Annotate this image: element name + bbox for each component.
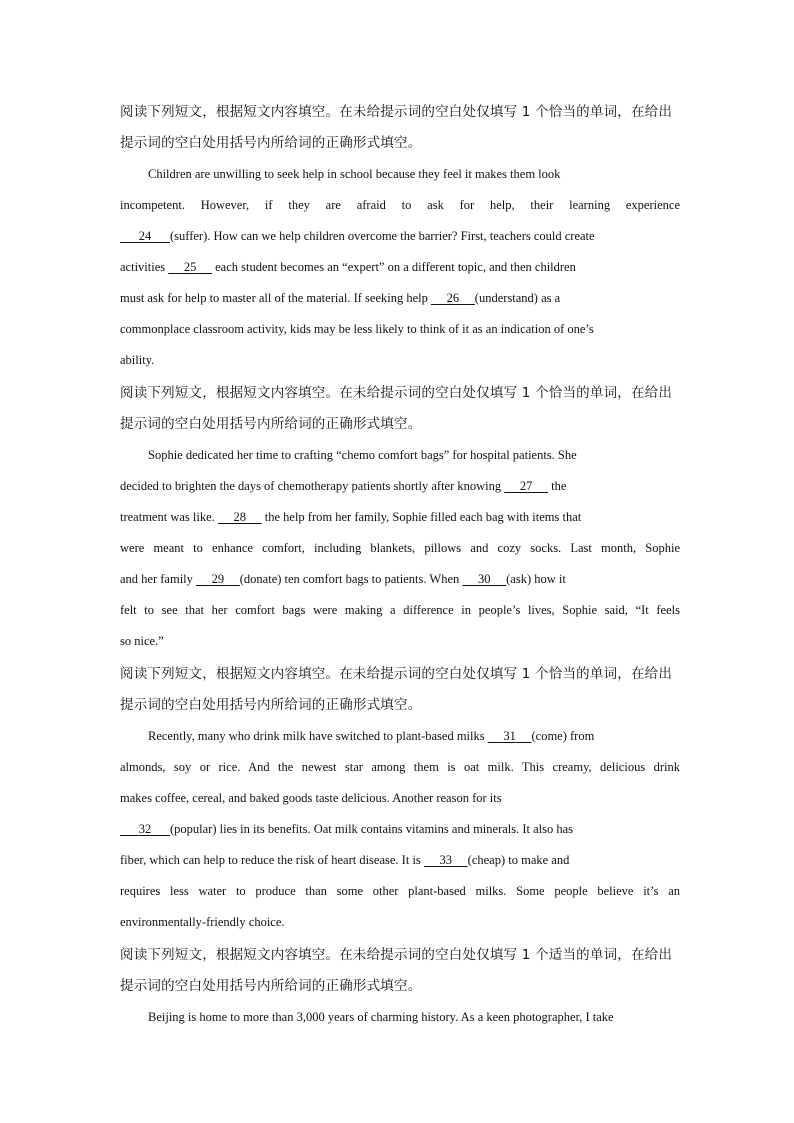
answer-blank[interactable]: 29 [211, 572, 225, 586]
passage-line: environmentally-friendly choice. [120, 915, 285, 929]
instruction-line: 提示词的空白处用括号内所给词的正确形式填空。 [120, 978, 422, 994]
passage-line: felt to see that her comfort bags were making a difference in people’s lives, Sophie said, “It feels [120, 603, 680, 617]
passage-line: treatment was like. 28 the help from her family, Sophie filled each bag with items that [120, 510, 582, 524]
passage-line: Sophie dedicated her time to crafting “chemo comfort bags” for hospital patients. She [148, 448, 577, 462]
answer-blank[interactable]: 28 [233, 510, 247, 524]
answer-blank[interactable]: 33 [439, 853, 453, 867]
answer-blank[interactable]: 31 [503, 729, 516, 743]
passage-line: commonplace classroom activity, kids may be less likely to think of it as an indication of one’s [120, 322, 594, 336]
passage-line: decided to brighten the days of chemotherapy patients shortly after knowing 27 the [120, 479, 567, 493]
instruction-line: 提示词的空白处用括号内所给词的正确形式填空。 [120, 416, 422, 432]
passage-line: Recently, many who drink milk have switched to plant-based milks 31 (come) from [148, 729, 595, 743]
instruction-line: 提示词的空白处用括号内所给词的正确形式填空。 [120, 697, 422, 713]
answer-blank[interactable]: 26 [446, 291, 460, 305]
passage-line: so nice.” [120, 634, 164, 648]
answer-blank[interactable]: 25 [183, 260, 197, 274]
instruction-line: 阅读下列短文，根据短文内容填空。在未给提示词的空白处仅填写 1 个恰当的单词，在给出 [120, 666, 673, 682]
instruction-line: 阅读下列短文，根据短文内容填空。在未给提示词的空白处仅填写 1 个恰当的单词，在给出 [120, 385, 673, 401]
answer-blank[interactable]: 32 [138, 822, 152, 836]
passage-line: requires less water to produce than some other plant-based milks. Some people believe it’s an [120, 884, 680, 898]
answer-blank[interactable]: 27 [519, 479, 533, 493]
passage-line: makes coffee, cereal, and baked goods taste delicious. Another reason for its [120, 791, 502, 805]
instruction-line: 阅读下列短文，根据短文内容填空。在未给提示词的空白处仅填写 1 个适当的单词，在给出 [120, 947, 673, 963]
passage-line: were meant to enhance comfort, including blankets, pillows and cozy socks. Last month, Sophie [120, 541, 680, 555]
instruction-line: 阅读下列短文，根据短文内容填空。在未给提示词的空白处仅填写 1 个恰当的单词，在给出 [120, 104, 673, 120]
passage-line: almonds, soy or rice. And the newest star among them is oat milk. This creamy, delicious drink [120, 760, 680, 774]
passage-line: and her family 29 (donate) ten comfort bags to patients. When 30 (ask) how it [120, 572, 566, 586]
instruction-line: 提示词的空白处用括号内所给词的正确形式填空。 [120, 135, 422, 151]
passage-line: must ask for help to master all of the material. If seeking help 26 (understand) as a [120, 291, 561, 305]
passage-line: incompetent. However, if they are afraid to ask for help, their learning experience [120, 198, 680, 212]
passage-line: ability. [120, 353, 155, 367]
passage-line: activities 25 each student becomes an “expert” on a different topic, and then children [120, 260, 576, 274]
passage-line: fiber, which can help to reduce the risk of heart disease. It is 33 (cheap) to make and [120, 853, 570, 867]
passage-line: Children are unwilling to seek help in school because they feel it makes them look [148, 167, 561, 181]
passage-line: Beijing is home to more than 3,000 years of charming history. As a keen photographer, I take [148, 1010, 614, 1024]
answer-blank[interactable]: 24 [138, 229, 152, 243]
passage-line: 24 (suffer). How can we help children overcome the barrier? First, teachers could create [120, 225, 680, 247]
passage-line: 32 (popular) lies in its benefits. Oat milk contains vitamins and minerals. It also has [120, 818, 680, 840]
answer-blank[interactable]: 30 [478, 572, 491, 586]
